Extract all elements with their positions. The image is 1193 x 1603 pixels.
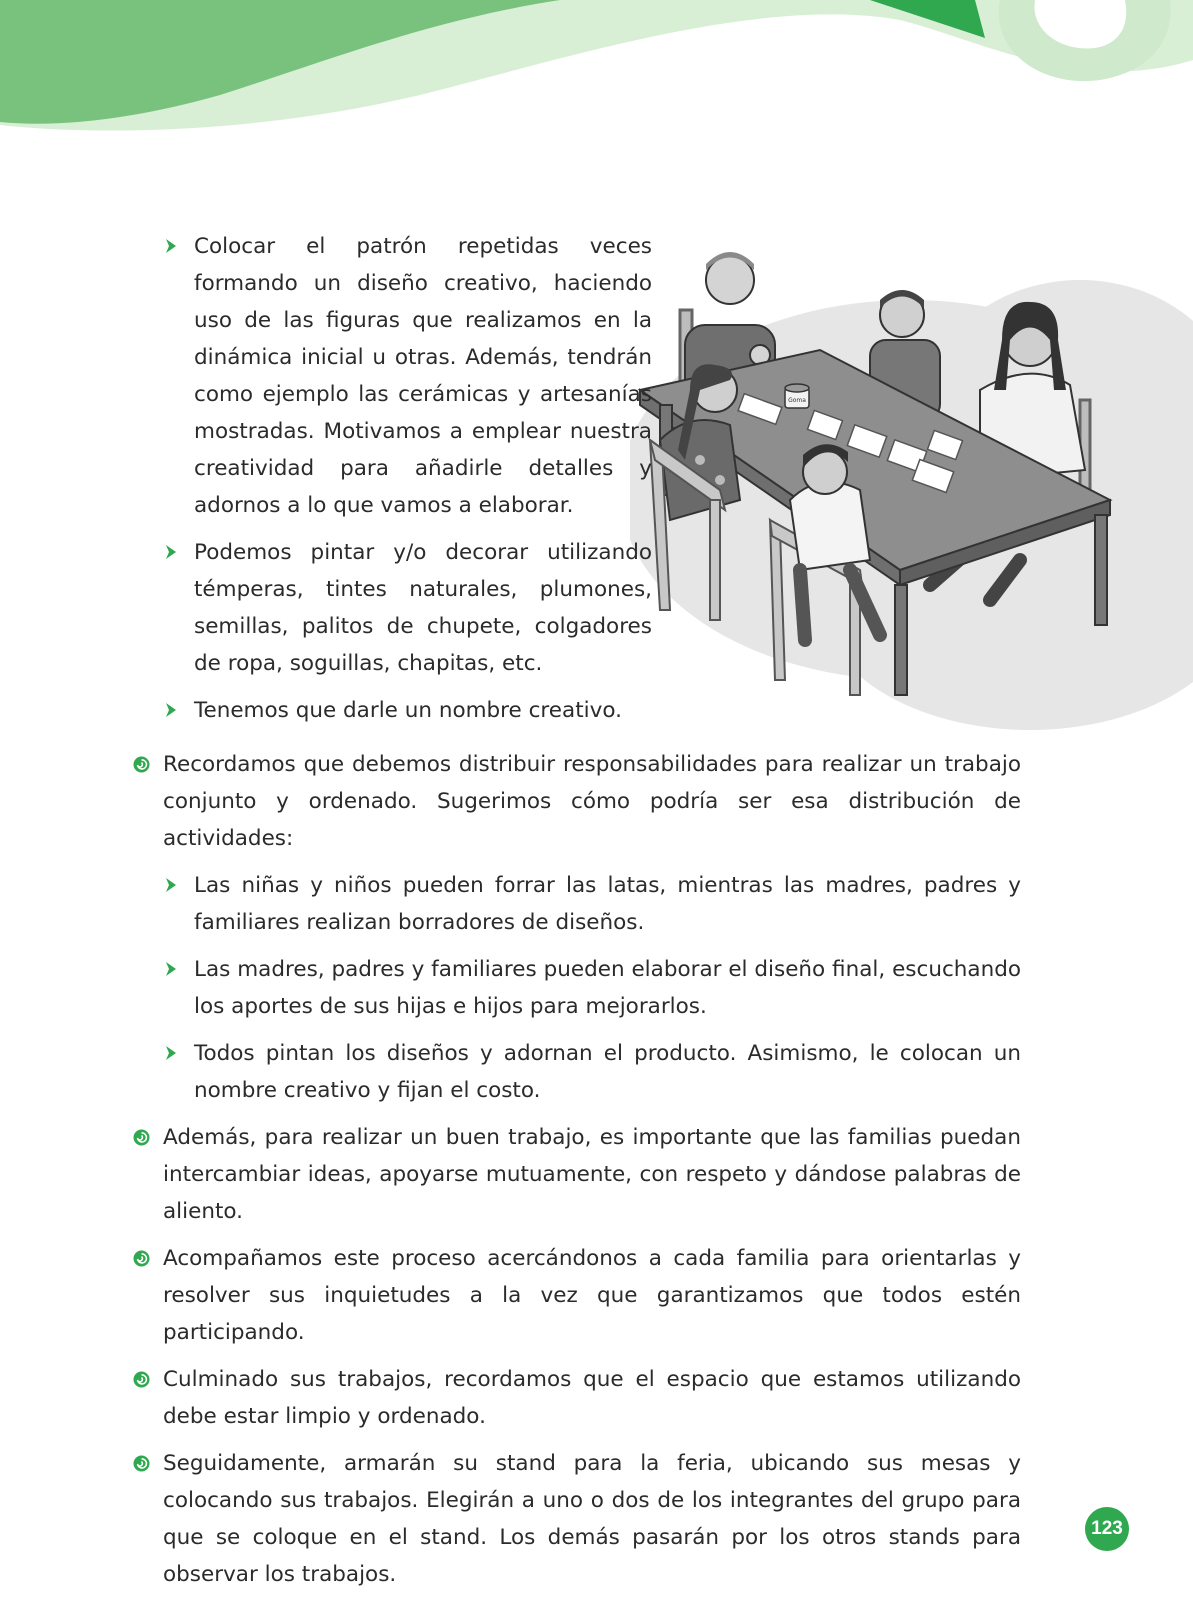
chevron-right-icon <box>164 702 178 718</box>
list-item-text: Recordamos que debemos distribuir responsabilidades para realizar un trabajo conjunto y ordenado. Sugerimos cómo podría ser esa distribución de actividades: <box>163 752 1021 851</box>
green-circle-bullet-icon <box>133 756 150 773</box>
list-item <box>162 1035 1021 1109</box>
list-item <box>162 692 652 729</box>
list-item <box>133 746 1021 857</box>
header-wave-decoration <box>0 0 1193 140</box>
chevron-right-icon <box>164 961 178 977</box>
svg-text:Goma: Goma <box>788 397 806 404</box>
list-item <box>133 1445 1021 1593</box>
list-item <box>162 534 652 682</box>
glue-jar <box>785 384 809 408</box>
green-circle-bullet-icon <box>133 1455 150 1472</box>
chevron-right-icon <box>164 544 178 560</box>
list-item-text: Las madres, padres y familiares pueden elaborar el diseño final, escuchando los aportes de sus hijas e hijos para mejorarlos. <box>194 957 1021 1019</box>
list-item <box>133 1361 1021 1435</box>
list-item-text: Podemos pintar y/o decorar utilizando témperas, tintes naturales, plumones, semillas, palitos de chupete, colgadores de ropa, soguillas, chapitas, etc. <box>194 540 652 676</box>
list-item-text: Además, para realizar un buen trabajo, es importante que las familias puedan intercambiar ideas, apoyarse mutuamente, con respeto y dándose palabras de aliento. <box>163 1125 1021 1224</box>
activity-sublist-top <box>162 228 652 739</box>
list-item-text: Tenemos que darle un nombre creativo. <box>194 698 622 723</box>
chevron-right-icon <box>164 1045 178 1061</box>
list-item <box>162 228 652 524</box>
list-item-text: Acompañamos este proceso acercándonos a cada familia para orientarlas y resolver sus inquietudes a la vez que garantizamos que todos estén participando. <box>163 1246 1021 1345</box>
green-circle-bullet-icon <box>133 1371 150 1388</box>
list-item-text: Colocar el patrón repetidas veces formando un diseño creativo, haciendo uso de las figuras que realizamos en la dinámica inicial u otras. Además, tendrán como ejemplo las cerámicas y artesanías mostradas. Motivamos a emplear nuestra creatividad para añadirle detalles y adornos a lo que vamos a elaborar. <box>194 234 652 518</box>
distribution-sublist <box>162 867 1021 1109</box>
list-item-text: Culminado sus trabajos, recordamos que el espacio que estamos utilizando debe estar limpio y ordenado. <box>163 1367 1021 1429</box>
list-item-text: Seguidamente, armarán su stand para la feria, ubicando sus mesas y colocando sus trabajos. Elegirán a uno o dos de los integrantes del grupo para que se coloque en el stand. Los demás pasarán por los otros stands para observar los trabajos. <box>163 1451 1021 1587</box>
green-circle-bullet-icon <box>133 1250 150 1267</box>
list-item-text: Todos pintan los diseños y adornan el producto. Asimismo, le colocan un nombre creativo y fijan el costo. <box>194 1041 1021 1103</box>
list-item-text: Las niñas y niños pueden forrar las latas, mientras las madres, padres y familiares realizan borradores de diseños. <box>194 873 1021 935</box>
main-bullet-list <box>133 746 1021 1603</box>
family-crafting-illustration <box>630 240 1193 740</box>
list-item <box>162 951 1021 1025</box>
page-number: 123 <box>1085 1507 1129 1551</box>
chevron-right-icon <box>164 877 178 893</box>
green-circle-bullet-icon <box>133 1129 150 1146</box>
list-item <box>133 1240 1021 1351</box>
chevron-right-icon <box>164 238 178 254</box>
list-item <box>133 1119 1021 1230</box>
list-item <box>162 867 1021 941</box>
